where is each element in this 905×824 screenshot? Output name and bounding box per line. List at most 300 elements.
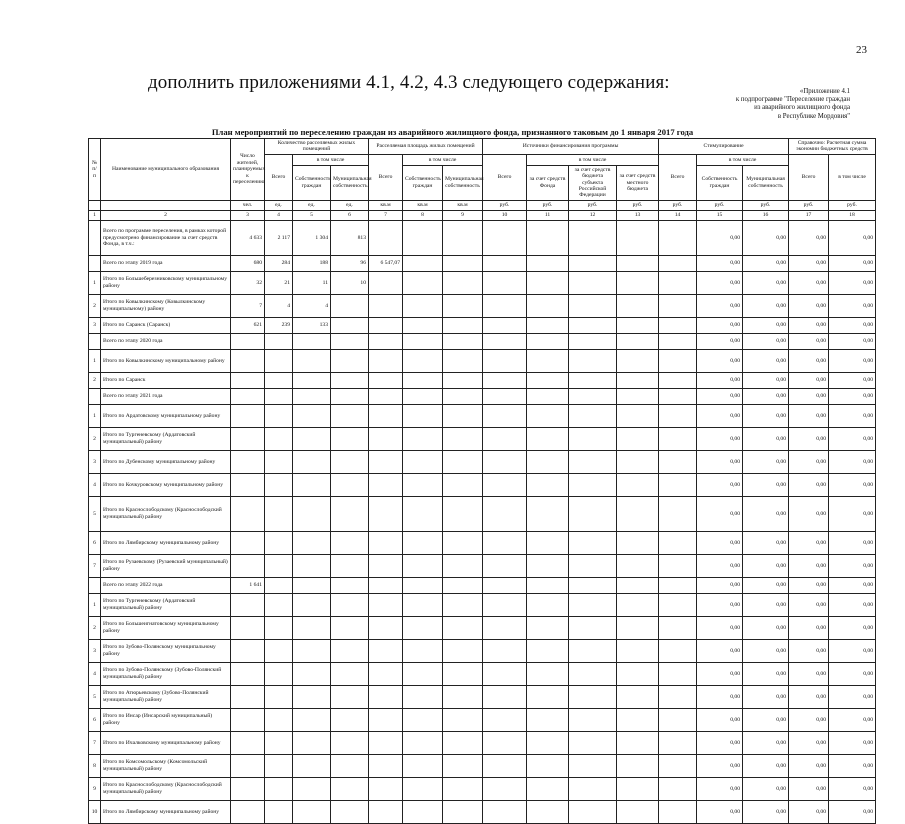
row-value-cell	[617, 685, 659, 708]
row-municipality-name: Итого по Ковылкинскому муниципальному району	[101, 349, 231, 372]
unit-cell: руб.	[617, 200, 659, 210]
column-index-cell: 4	[265, 210, 293, 220]
row-value-cell	[617, 427, 659, 450]
row-value-cell	[569, 317, 617, 333]
row-value-cell	[331, 427, 369, 450]
row-municipality-name: Итого по Кочкуровскому муниципальному району	[101, 473, 231, 496]
row-value-cell	[569, 639, 617, 662]
row-value-cell	[527, 616, 569, 639]
row-value-cell: 10	[331, 271, 369, 294]
row-value-cell: 284	[265, 255, 293, 271]
row-value-cell	[443, 349, 483, 372]
header-sum: Всего	[483, 154, 527, 200]
row-value-cell	[331, 685, 369, 708]
row-value-cell	[293, 333, 331, 349]
row-value-cell	[617, 220, 659, 255]
row-value-cell	[331, 317, 369, 333]
row-value-cell: 0,00	[789, 372, 829, 388]
row-value-cell	[403, 427, 443, 450]
row-value-cell	[659, 255, 697, 271]
row-value-cell	[403, 404, 443, 427]
row-value-cell	[483, 777, 527, 800]
row-value-cell	[569, 662, 617, 685]
row-value-cell	[659, 317, 697, 333]
row-value-cell: 0,00	[743, 473, 789, 496]
row-value-cell	[265, 708, 293, 731]
row-value-cell: 0,00	[743, 754, 789, 777]
unit-cell	[89, 200, 101, 210]
row-value-cell	[265, 554, 293, 577]
row-value-cell	[569, 616, 617, 639]
row-value-cell: 7	[231, 294, 265, 317]
row-value-cell: 0,00	[697, 220, 743, 255]
row-value-cell	[617, 404, 659, 427]
row-value-cell	[331, 450, 369, 473]
row-value-cell	[617, 372, 659, 388]
row-value-cell	[483, 662, 527, 685]
row-value-cell: 0,00	[743, 220, 789, 255]
row-value-cell	[659, 731, 697, 754]
row-value-cell: 0,00	[697, 404, 743, 427]
row-value-cell	[369, 616, 403, 639]
row-municipality-name: Всего по этапу 2022 года	[101, 577, 231, 593]
table-row	[89, 639, 876, 662]
row-value-cell: 0,00	[697, 616, 743, 639]
row-value-cell	[569, 427, 617, 450]
row-value-cell	[331, 662, 369, 685]
header-incl: в том числе	[293, 154, 369, 165]
row-value-cell	[265, 616, 293, 639]
row-value-cell	[231, 450, 265, 473]
row-value-cell	[659, 349, 697, 372]
row-value-cell: 0,00	[743, 531, 789, 554]
row-number: 3	[89, 639, 101, 662]
table-row	[89, 333, 876, 349]
row-municipality-name: Итого по Комсомольскому (Комсомольский муниципальный) району	[101, 754, 231, 777]
row-value-cell: 0,00	[743, 271, 789, 294]
row-number: 5	[89, 685, 101, 708]
row-number	[89, 255, 101, 271]
row-value-cell	[265, 777, 293, 800]
table-row	[89, 388, 876, 404]
table-row	[89, 496, 876, 531]
row-value-cell: 1 304	[293, 220, 331, 255]
row-value-cell	[231, 800, 265, 823]
row-value-cell	[617, 531, 659, 554]
row-value-cell: 0,00	[697, 372, 743, 388]
row-value-cell	[569, 777, 617, 800]
header-own: Собственность граждан	[697, 165, 743, 200]
row-value-cell	[483, 496, 527, 531]
row-value-cell	[231, 554, 265, 577]
row-value-cell	[527, 450, 569, 473]
row-value-cell	[617, 554, 659, 577]
header-own: Собственность граждан	[403, 165, 443, 200]
table-row	[89, 685, 876, 708]
row-value-cell	[293, 731, 331, 754]
row-value-cell	[369, 685, 403, 708]
row-value-cell: 0,00	[697, 450, 743, 473]
table-row	[89, 731, 876, 754]
table-row	[89, 616, 876, 639]
row-value-cell	[443, 754, 483, 777]
column-index-cell: 18	[829, 210, 876, 220]
table-row	[89, 404, 876, 427]
row-value-cell	[569, 388, 617, 404]
row-number: 2	[89, 616, 101, 639]
row-municipality-name: Итого по Большеберезниковскому муниципальному району	[101, 271, 231, 294]
row-municipality-name: Всего по этапу 2019 года	[101, 255, 231, 271]
row-value-cell	[369, 662, 403, 685]
row-value-cell	[403, 388, 443, 404]
row-value-cell: 0,00	[829, 294, 876, 317]
row-value-cell	[617, 662, 659, 685]
row-value-cell: 0,00	[743, 349, 789, 372]
row-value-cell: 0,00	[789, 731, 829, 754]
row-municipality-name: Итого по Саранск (Саранск)	[101, 317, 231, 333]
row-value-cell	[265, 593, 293, 616]
row-value-cell	[293, 450, 331, 473]
table-container	[88, 138, 874, 815]
row-value-cell: 0,00	[789, 333, 829, 349]
row-value-cell	[369, 427, 403, 450]
appendix-line: «Приложение 4.1	[799, 88, 850, 95]
row-value-cell: 0,00	[743, 639, 789, 662]
row-value-cell	[443, 531, 483, 554]
row-value-cell	[483, 754, 527, 777]
row-number: 4	[89, 662, 101, 685]
row-value-cell	[659, 294, 697, 317]
row-value-cell	[659, 427, 697, 450]
row-value-cell	[617, 473, 659, 496]
row-value-cell	[231, 388, 265, 404]
row-value-cell	[331, 593, 369, 616]
row-value-cell: 0,00	[789, 685, 829, 708]
row-number: 9	[89, 777, 101, 800]
row-value-cell	[659, 577, 697, 593]
row-value-cell	[231, 531, 265, 554]
table-body	[89, 220, 876, 823]
row-value-cell	[569, 800, 617, 823]
row-value-cell: 0,00	[789, 317, 829, 333]
row-value-cell	[483, 531, 527, 554]
row-value-cell: 0,00	[743, 731, 789, 754]
table-row	[89, 294, 876, 317]
row-value-cell: 0,00	[829, 496, 876, 531]
row-value-cell	[569, 404, 617, 427]
row-value-cell: 0,00	[789, 349, 829, 372]
row-value-cell	[483, 473, 527, 496]
row-value-cell	[369, 777, 403, 800]
row-value-cell	[527, 685, 569, 708]
row-value-cell	[293, 388, 331, 404]
table-title: План мероприятий по переселению граждан из аварийного жилищного фонда, признанного таковым до 1 января 2017 года	[211, 127, 694, 137]
row-value-cell: 0,00	[743, 450, 789, 473]
row-value-cell: 0,00	[697, 639, 743, 662]
row-value-cell	[331, 388, 369, 404]
table-row	[89, 708, 876, 731]
row-value-cell: 0,00	[789, 450, 829, 473]
row-value-cell	[331, 754, 369, 777]
row-value-cell	[403, 473, 443, 496]
row-municipality-name: Итого по Большеигнатовскому муниципальному району	[101, 616, 231, 639]
row-value-cell	[527, 333, 569, 349]
row-value-cell	[617, 294, 659, 317]
row-value-cell: 0,00	[829, 450, 876, 473]
row-value-cell	[443, 473, 483, 496]
row-municipality-name: Итого по Зубово-Полянскому муниципальному району	[101, 639, 231, 662]
row-value-cell	[443, 639, 483, 662]
row-value-cell	[527, 349, 569, 372]
row-value-cell: 0,00	[743, 708, 789, 731]
row-value-cell	[265, 531, 293, 554]
header-group-incentive: Стимулирование	[659, 139, 789, 155]
row-value-cell	[403, 450, 443, 473]
row-number: 2	[89, 294, 101, 317]
row-value-cell	[293, 531, 331, 554]
row-value-cell	[369, 754, 403, 777]
row-municipality-name: Итого по Лямбирскому муниципальному району	[101, 800, 231, 823]
row-value-cell	[231, 639, 265, 662]
row-value-cell: 0,00	[697, 593, 743, 616]
unit-cell: руб.	[659, 200, 697, 210]
row-value-cell	[617, 800, 659, 823]
row-value-cell: 0,00	[697, 496, 743, 531]
row-value-cell	[443, 554, 483, 577]
row-value-cell	[265, 388, 293, 404]
header-incl: в том числе	[527, 154, 659, 165]
row-value-cell: 0,00	[829, 473, 876, 496]
row-value-cell	[403, 577, 443, 593]
row-value-cell	[569, 554, 617, 577]
row-value-cell	[231, 427, 265, 450]
row-value-cell	[265, 754, 293, 777]
row-value-cell: 0,00	[789, 777, 829, 800]
row-value-cell	[369, 388, 403, 404]
row-value-cell	[293, 800, 331, 823]
row-value-cell	[231, 777, 265, 800]
row-value-cell: 11	[293, 271, 331, 294]
row-value-cell: 0,00	[789, 754, 829, 777]
row-value-cell	[659, 496, 697, 531]
row-value-cell: 0,00	[743, 496, 789, 531]
index-row	[89, 210, 876, 220]
row-value-cell: 0,00	[743, 800, 789, 823]
row-value-cell	[293, 685, 331, 708]
row-value-cell: 188	[293, 255, 331, 271]
row-value-cell: 0,00	[743, 616, 789, 639]
row-value-cell	[659, 388, 697, 404]
row-value-cell	[659, 754, 697, 777]
row-value-cell: 0,00	[789, 255, 829, 271]
unit-cell: ед.	[331, 200, 369, 210]
row-number	[89, 577, 101, 593]
row-value-cell	[293, 372, 331, 388]
row-number: 10	[89, 800, 101, 823]
row-value-cell: 0,00	[829, 800, 876, 823]
row-value-cell: 0,00	[697, 531, 743, 554]
row-value-cell	[265, 404, 293, 427]
row-value-cell	[331, 731, 369, 754]
row-number: 7	[89, 731, 101, 754]
header-regional: за счет средств бюджета субъекта Российской Федерации	[569, 165, 617, 200]
row-value-cell	[617, 777, 659, 800]
row-value-cell: 0,00	[743, 317, 789, 333]
row-value-cell	[483, 404, 527, 427]
row-value-cell: 0,00	[697, 349, 743, 372]
table-row	[89, 220, 876, 255]
row-value-cell	[527, 754, 569, 777]
row-value-cell: 0,00	[743, 255, 789, 271]
unit-cell: кв.м	[443, 200, 483, 210]
row-value-cell	[483, 220, 527, 255]
row-value-cell: 0,00	[743, 294, 789, 317]
row-value-cell	[569, 450, 617, 473]
row-municipality-name: Итого по Зубово-Полянскому (Зубово-Полянский муниципальный) району	[101, 662, 231, 685]
row-number: 1	[89, 593, 101, 616]
row-number: 7	[89, 554, 101, 577]
row-value-cell: 0,00	[789, 554, 829, 577]
row-value-cell: 239	[265, 317, 293, 333]
row-value-cell: 813	[331, 220, 369, 255]
row-value-cell	[443, 685, 483, 708]
units-row	[89, 200, 876, 210]
row-value-cell	[527, 271, 569, 294]
row-value-cell	[369, 473, 403, 496]
row-value-cell	[443, 372, 483, 388]
row-value-cell	[231, 349, 265, 372]
row-value-cell	[443, 427, 483, 450]
row-value-cell: 0,00	[789, 577, 829, 593]
row-value-cell	[527, 731, 569, 754]
table-row	[89, 271, 876, 294]
header-group-area: Расселяемая площадь жилых помещений	[369, 139, 483, 155]
row-value-cell: 0,00	[697, 731, 743, 754]
row-value-cell	[659, 800, 697, 823]
row-value-cell	[527, 294, 569, 317]
row-value-cell	[483, 388, 527, 404]
row-value-cell: 1 641	[231, 577, 265, 593]
table-row	[89, 255, 876, 271]
row-value-cell: 2 117	[265, 220, 293, 255]
column-index-cell: 13	[617, 210, 659, 220]
appendix-line: из аварийного жилищного фонда	[754, 104, 850, 112]
row-value-cell	[527, 577, 569, 593]
row-value-cell	[659, 554, 697, 577]
row-value-cell	[443, 294, 483, 317]
row-value-cell	[659, 473, 697, 496]
row-municipality-name: Всего по программе переселения, в рамках которой предусмотрено финансирование за счет средств Фонда, в т.ч.:	[101, 220, 231, 255]
row-value-cell: 0,00	[829, 754, 876, 777]
row-value-cell: 0,00	[789, 616, 829, 639]
unit-cell: руб.	[527, 200, 569, 210]
row-value-cell	[617, 271, 659, 294]
row-value-cell	[483, 708, 527, 731]
row-value-cell	[293, 496, 331, 531]
row-municipality-name: Итого по Ичалковскому муниципальному району	[101, 731, 231, 754]
row-value-cell	[569, 349, 617, 372]
row-value-cell	[527, 554, 569, 577]
row-value-cell: 0,00	[697, 255, 743, 271]
row-value-cell	[293, 427, 331, 450]
row-value-cell	[659, 662, 697, 685]
unit-cell: руб.	[743, 200, 789, 210]
row-value-cell: 0,00	[829, 372, 876, 388]
row-value-cell	[617, 708, 659, 731]
header-own: Собственность граждан	[293, 165, 331, 200]
column-index-cell: 1	[89, 210, 101, 220]
header-municipality: Наименование муниципального образования	[101, 139, 231, 201]
row-value-cell	[231, 708, 265, 731]
row-value-cell	[659, 616, 697, 639]
row-value-cell	[659, 639, 697, 662]
row-value-cell	[403, 255, 443, 271]
row-value-cell	[569, 372, 617, 388]
header-total: Всего	[265, 154, 293, 200]
row-value-cell: 0,00	[829, 388, 876, 404]
row-value-cell: 0,00	[829, 531, 876, 554]
row-value-cell	[293, 593, 331, 616]
row-value-cell: 0,00	[789, 271, 829, 294]
row-value-cell	[369, 531, 403, 554]
row-value-cell	[617, 388, 659, 404]
row-value-cell: 0,00	[697, 577, 743, 593]
column-index-cell: 17	[789, 210, 829, 220]
row-municipality-name: Итого по Краснослободскому (Краснослободский муниципальный) району	[101, 496, 231, 531]
row-value-cell: 0,00	[697, 333, 743, 349]
row-value-cell	[659, 531, 697, 554]
row-value-cell	[527, 388, 569, 404]
row-value-cell	[569, 531, 617, 554]
row-value-cell	[659, 271, 697, 294]
row-value-cell: 6 547,07	[369, 255, 403, 271]
row-value-cell	[265, 450, 293, 473]
row-value-cell	[331, 554, 369, 577]
column-index-cell: 11	[527, 210, 569, 220]
row-value-cell	[231, 593, 265, 616]
row-value-cell	[617, 754, 659, 777]
row-number: 3	[89, 317, 101, 333]
row-value-cell	[483, 800, 527, 823]
row-value-cell	[331, 349, 369, 372]
header-group-reserve: Справочно: Расчетная сумма экономии бюджетных средств	[789, 139, 876, 155]
table-row	[89, 777, 876, 800]
row-value-cell	[403, 333, 443, 349]
row-municipality-name: Итого по Лямбирскому муниципальному району	[101, 531, 231, 554]
row-value-cell	[527, 593, 569, 616]
row-value-cell	[369, 708, 403, 731]
row-number	[89, 220, 101, 255]
row-value-cell	[483, 639, 527, 662]
row-value-cell: 0,00	[697, 554, 743, 577]
row-number: 8	[89, 754, 101, 777]
row-value-cell: 0,00	[829, 777, 876, 800]
row-value-cell	[403, 777, 443, 800]
unit-cell: руб.	[829, 200, 876, 210]
row-value-cell	[231, 404, 265, 427]
row-municipality-name: Итого по Ковылкинскому (Ковылкинскому муниципальному) району	[101, 294, 231, 317]
row-value-cell	[369, 577, 403, 593]
column-index-cell: 5	[293, 210, 331, 220]
row-value-cell	[403, 554, 443, 577]
row-value-cell	[483, 450, 527, 473]
row-value-cell	[265, 372, 293, 388]
row-value-cell: 4	[265, 294, 293, 317]
unit-cell: ед.	[265, 200, 293, 210]
row-value-cell	[369, 271, 403, 294]
row-municipality-name: Итого по Краснослободскому (Краснослободский муниципальный) району	[101, 777, 231, 800]
row-value-cell	[443, 496, 483, 531]
